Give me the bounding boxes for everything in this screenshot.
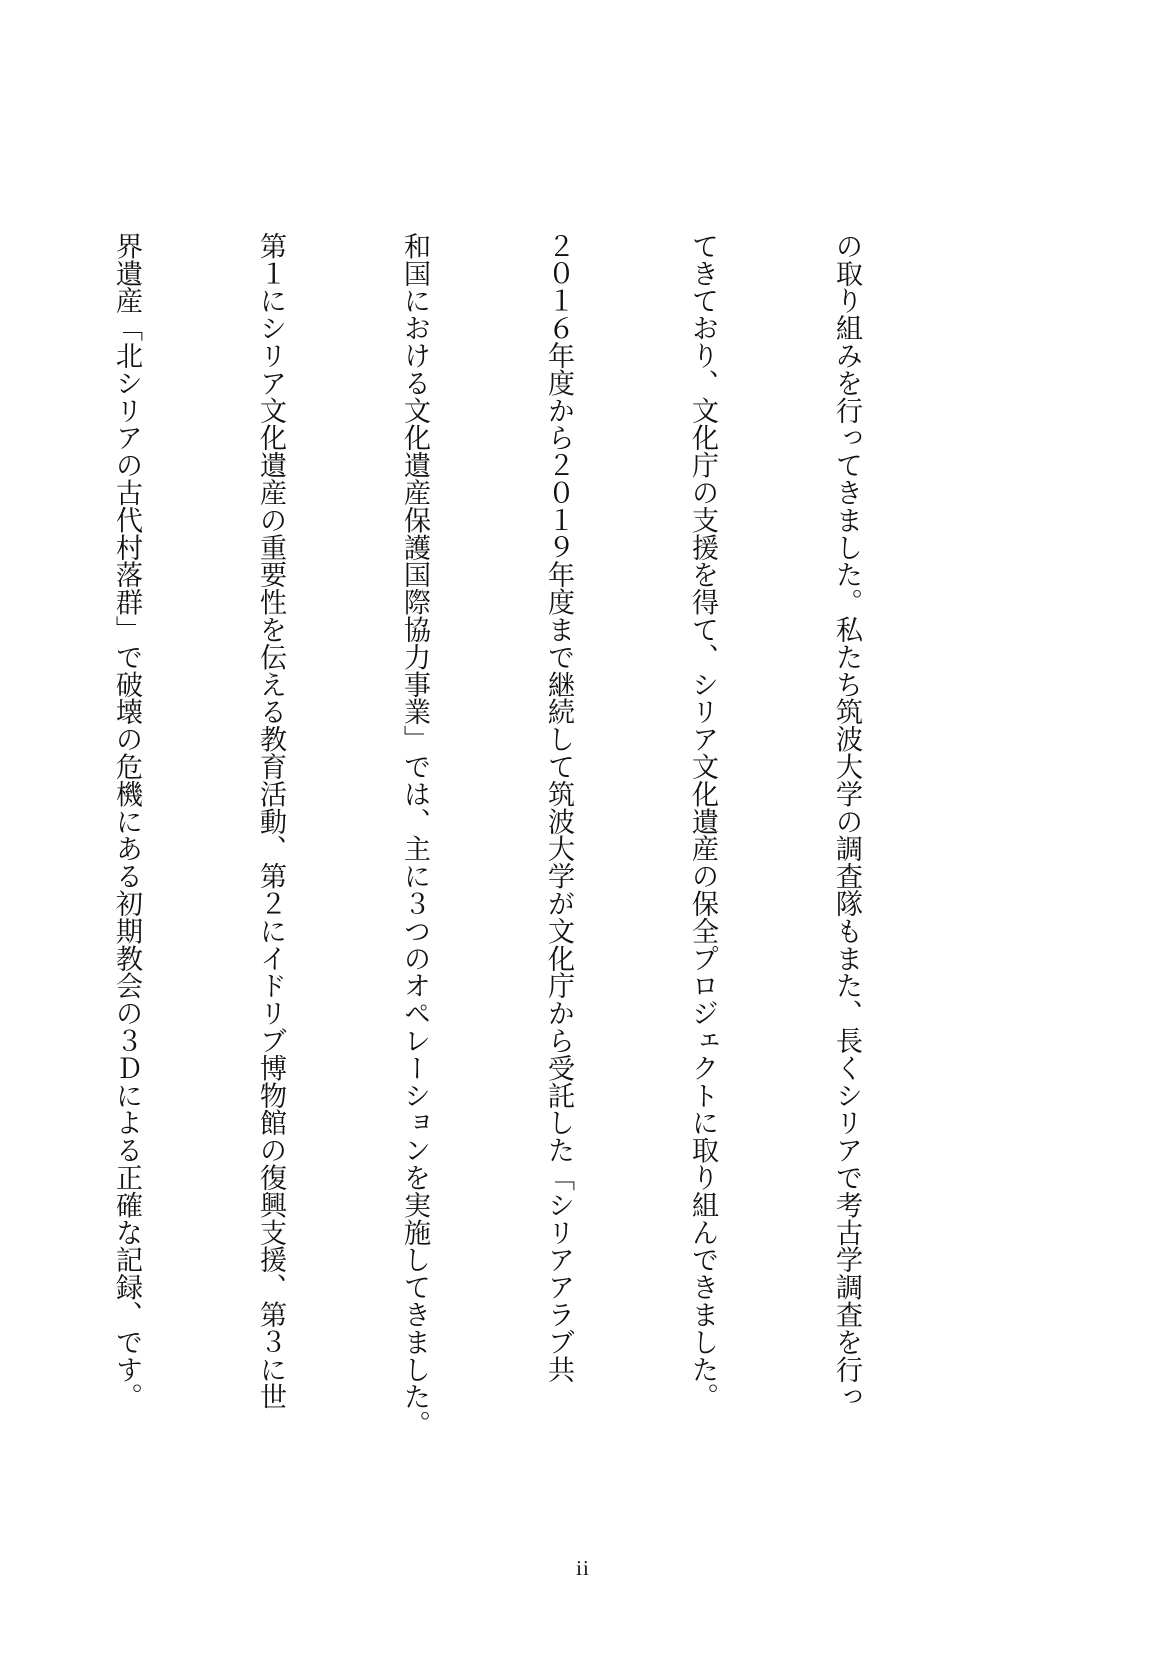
text-column: 和国における文化遺産保護国際協力事業」では、主に３つのオペレーションを実施してきました。: [399, 232, 430, 1438]
text-column: 界遺産「北シリアの古代村落群」で破壊の危機にある初期教会の３Ｄによる正確な記録、です。: [111, 232, 142, 1411]
text-column: の取り組みを行ってきました。私たち筑波大学の調査隊もまた、長くシリアで考古学調査を行っ: [831, 232, 862, 1411]
page-number: ii: [576, 1556, 590, 1580]
body-text: [0, 232, 966, 1452]
text-column: てきており、文化庁の支援を得て、シリア文化遺産の保全プロジェクトに取り組んできました。: [687, 232, 718, 1411]
text-column: [0, 232, 6, 1452]
text-column: 第１にシリア文化遺産の重要性を伝える教育活動、第２にイドリブ博物館の復興支援、第３に世: [255, 232, 286, 1411]
text-column: ２０１６年度から２０１９年度まで継続して筑波大学が文化庁から受託した「シリアアラブ共: [543, 232, 574, 1383]
